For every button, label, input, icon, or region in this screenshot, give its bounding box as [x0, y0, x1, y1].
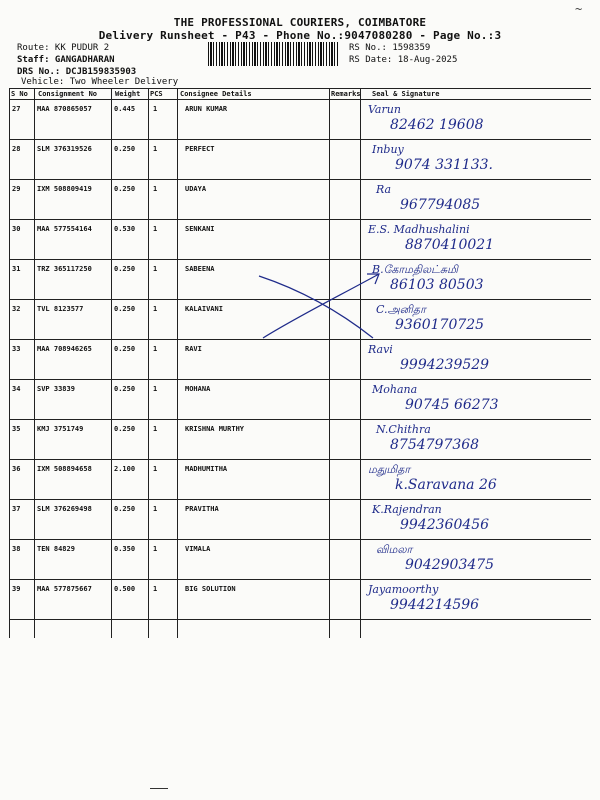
row-divider	[9, 539, 591, 540]
row-consignee: MOHANA	[185, 385, 211, 393]
col-divider	[177, 88, 178, 638]
row-sno: 35	[12, 425, 21, 433]
row-consignment-no: MAA 577554164	[37, 225, 92, 233]
table-left-border	[9, 88, 10, 638]
row-weight: 0.250	[114, 505, 136, 513]
row-consignee: SENKANI	[185, 225, 215, 233]
col-divider	[34, 88, 35, 638]
signature-phone: 9942360456	[400, 517, 490, 533]
row-sno: 39	[12, 585, 21, 593]
signature-name: K.Rajendran	[372, 503, 442, 516]
row-consignment-no: SLM 376319526	[37, 145, 92, 153]
signature-name: C.அனிதா	[376, 303, 426, 316]
row-consignee: BIG SOLUTION	[185, 585, 236, 593]
row-sno: 37	[12, 505, 21, 513]
row-weight: 0.530	[114, 225, 136, 233]
row-pcs: 1	[153, 585, 158, 593]
signature-name: N.Chithra	[376, 423, 431, 436]
row-divider	[9, 419, 591, 420]
row-weight: 0.250	[114, 305, 136, 313]
header-remarks: Remarks	[331, 90, 361, 98]
row-sno: 29	[12, 185, 21, 193]
row-divider	[9, 179, 591, 180]
row-divider	[9, 219, 591, 220]
header-sno: S No	[11, 90, 28, 98]
corner-scribble-icon: ~	[575, 2, 583, 16]
signature-name: Varun	[368, 103, 401, 116]
row-pcs: 1	[153, 105, 158, 113]
row-weight: 0.250	[114, 425, 136, 433]
row-pcs: 1	[153, 185, 158, 193]
row-consignment-no: IXM 508809419	[37, 185, 92, 193]
row-sno: 30	[12, 225, 21, 233]
row-consignment-no: MAA 577875667	[37, 585, 92, 593]
row-divider	[9, 619, 591, 620]
row-sno: 31	[12, 265, 21, 273]
row-consignment-no: TVL 8123577	[37, 305, 84, 313]
signature-phone: k.Saravana 26	[395, 477, 497, 493]
signature-name: Mohana	[372, 383, 418, 396]
header-consignee: Consignee Details	[180, 90, 252, 98]
row-pcs: 1	[153, 225, 158, 233]
row-consignment-no: MAA 870865057	[37, 105, 92, 113]
row-sno: 36	[12, 465, 21, 473]
row-consignee: PERFECT	[185, 145, 215, 153]
row-sno: 34	[12, 385, 21, 393]
row-divider	[9, 579, 591, 580]
row-weight: 0.445	[114, 105, 136, 113]
col-divider	[111, 88, 112, 638]
row-consignee: KRISHNA MURTHY	[185, 425, 245, 433]
row-divider	[9, 499, 591, 500]
signature-name: Jayamoorthy	[368, 583, 439, 596]
row-weight: 0.250	[114, 185, 136, 193]
row-pcs: 1	[153, 345, 158, 353]
row-consignee: ARUN KUMAR	[185, 105, 228, 113]
col-divider	[329, 88, 330, 638]
row-consignee: RAVI	[185, 345, 202, 353]
row-weight: 0.500	[114, 585, 136, 593]
header-signature: Seal & Signature	[372, 90, 440, 98]
table-top-border	[9, 88, 591, 89]
signature-phone: 90745 66273	[405, 397, 499, 413]
row-sno: 32	[12, 305, 21, 313]
signature-phone: 82462 19608	[390, 117, 484, 133]
header-consignment: Consignment No	[38, 90, 98, 98]
row-pcs: 1	[153, 545, 158, 553]
row-consignee: UDAYA	[185, 185, 207, 193]
signature-name: Inbuy	[372, 143, 404, 156]
row-consignment-no: KMJ 3751749	[37, 425, 84, 433]
row-consignment-no: SVP 33839	[37, 385, 75, 393]
vehicle-text: Vehicle: Two Wheeler Delivery	[21, 77, 179, 87]
company-title: THE PROFESSIONAL COURIERS, COIMBATORE	[173, 16, 427, 29]
row-pcs: 1	[153, 505, 158, 513]
barcode-icon	[208, 42, 338, 66]
row-consignment-no: TEN 84829	[37, 545, 75, 553]
signature-phone: 9042903475	[405, 557, 495, 573]
signature-name: E.S. Madhushalini	[368, 223, 470, 236]
signature-phone: 86103 80503	[390, 277, 484, 293]
runsheet-subtitle: Delivery Runsheet - P43 - Phone No.:9047080280 - Page No.:3	[98, 29, 502, 42]
col-divider	[360, 88, 361, 638]
table-header-border	[9, 99, 591, 100]
signature-name: Ra	[376, 183, 392, 196]
row-weight: 0.250	[114, 265, 136, 273]
signature-name: Ravi	[368, 343, 393, 356]
signature-phone: 8754797368	[390, 437, 480, 453]
row-pcs: 1	[153, 465, 158, 473]
row-pcs: 1	[153, 385, 158, 393]
signature-name: விமலா	[376, 543, 413, 556]
signature-phone: 9360170725	[395, 317, 485, 333]
row-divider	[9, 379, 591, 380]
row-consignment-no: IXM 508894658	[37, 465, 92, 473]
signature-name: B.கோமதிலட்சுமி	[372, 263, 458, 276]
row-divider	[9, 459, 591, 460]
row-pcs: 1	[153, 425, 158, 433]
row-consignee: PRAVITHA	[185, 505, 219, 513]
row-weight: 0.250	[114, 145, 136, 153]
row-pcs: 1	[153, 305, 158, 313]
row-pcs: 1	[153, 265, 158, 273]
row-consignee: KALAIVANI	[185, 305, 223, 313]
footer-mark	[150, 782, 168, 789]
signature-name: மதுமிதா	[368, 463, 411, 476]
signature-phone: 9074 331133.	[395, 157, 493, 173]
row-sno: 33	[12, 345, 21, 353]
row-consignment-no: TRZ 365117250	[37, 265, 92, 273]
row-weight: 0.250	[114, 385, 136, 393]
signature-phone: 9944214596	[390, 597, 480, 613]
row-sno: 27	[12, 105, 21, 113]
row-consignee: SABEENA	[185, 265, 215, 273]
signature-phone: 8870410021	[405, 237, 495, 253]
row-sno: 28	[12, 145, 21, 153]
row-divider	[9, 259, 591, 260]
row-consignee: MADHUMITHA	[185, 465, 228, 473]
signature-phone: 967794085	[400, 197, 481, 213]
header-pcs: PCS	[150, 90, 163, 98]
row-sno: 38	[12, 545, 21, 553]
route-text: Route: KK PUDUR 2	[17, 43, 110, 53]
row-consignment-no: MAA 708946265	[37, 345, 92, 353]
signature-phone: 9994239529	[400, 357, 490, 373]
row-weight: 0.250	[114, 345, 136, 353]
header-weight: Weight	[115, 90, 141, 98]
rs-date: RS Date: 18-Aug-2025	[349, 55, 458, 65]
staff-text: Staff: GANGADHARAN	[17, 55, 115, 65]
row-consignment-no: SLM 376269498	[37, 505, 92, 513]
col-divider	[148, 88, 149, 638]
row-weight: 0.350	[114, 545, 136, 553]
row-consignee: VIMALA	[185, 545, 211, 553]
row-divider	[9, 139, 591, 140]
row-pcs: 1	[153, 145, 158, 153]
rs-number: RS No.: 1598359	[349, 43, 431, 53]
row-weight: 2.100	[114, 465, 136, 473]
drs-number: DRS No.: DCJB159835903	[17, 67, 137, 77]
hand-drawn-cross-icon	[255, 268, 385, 343]
